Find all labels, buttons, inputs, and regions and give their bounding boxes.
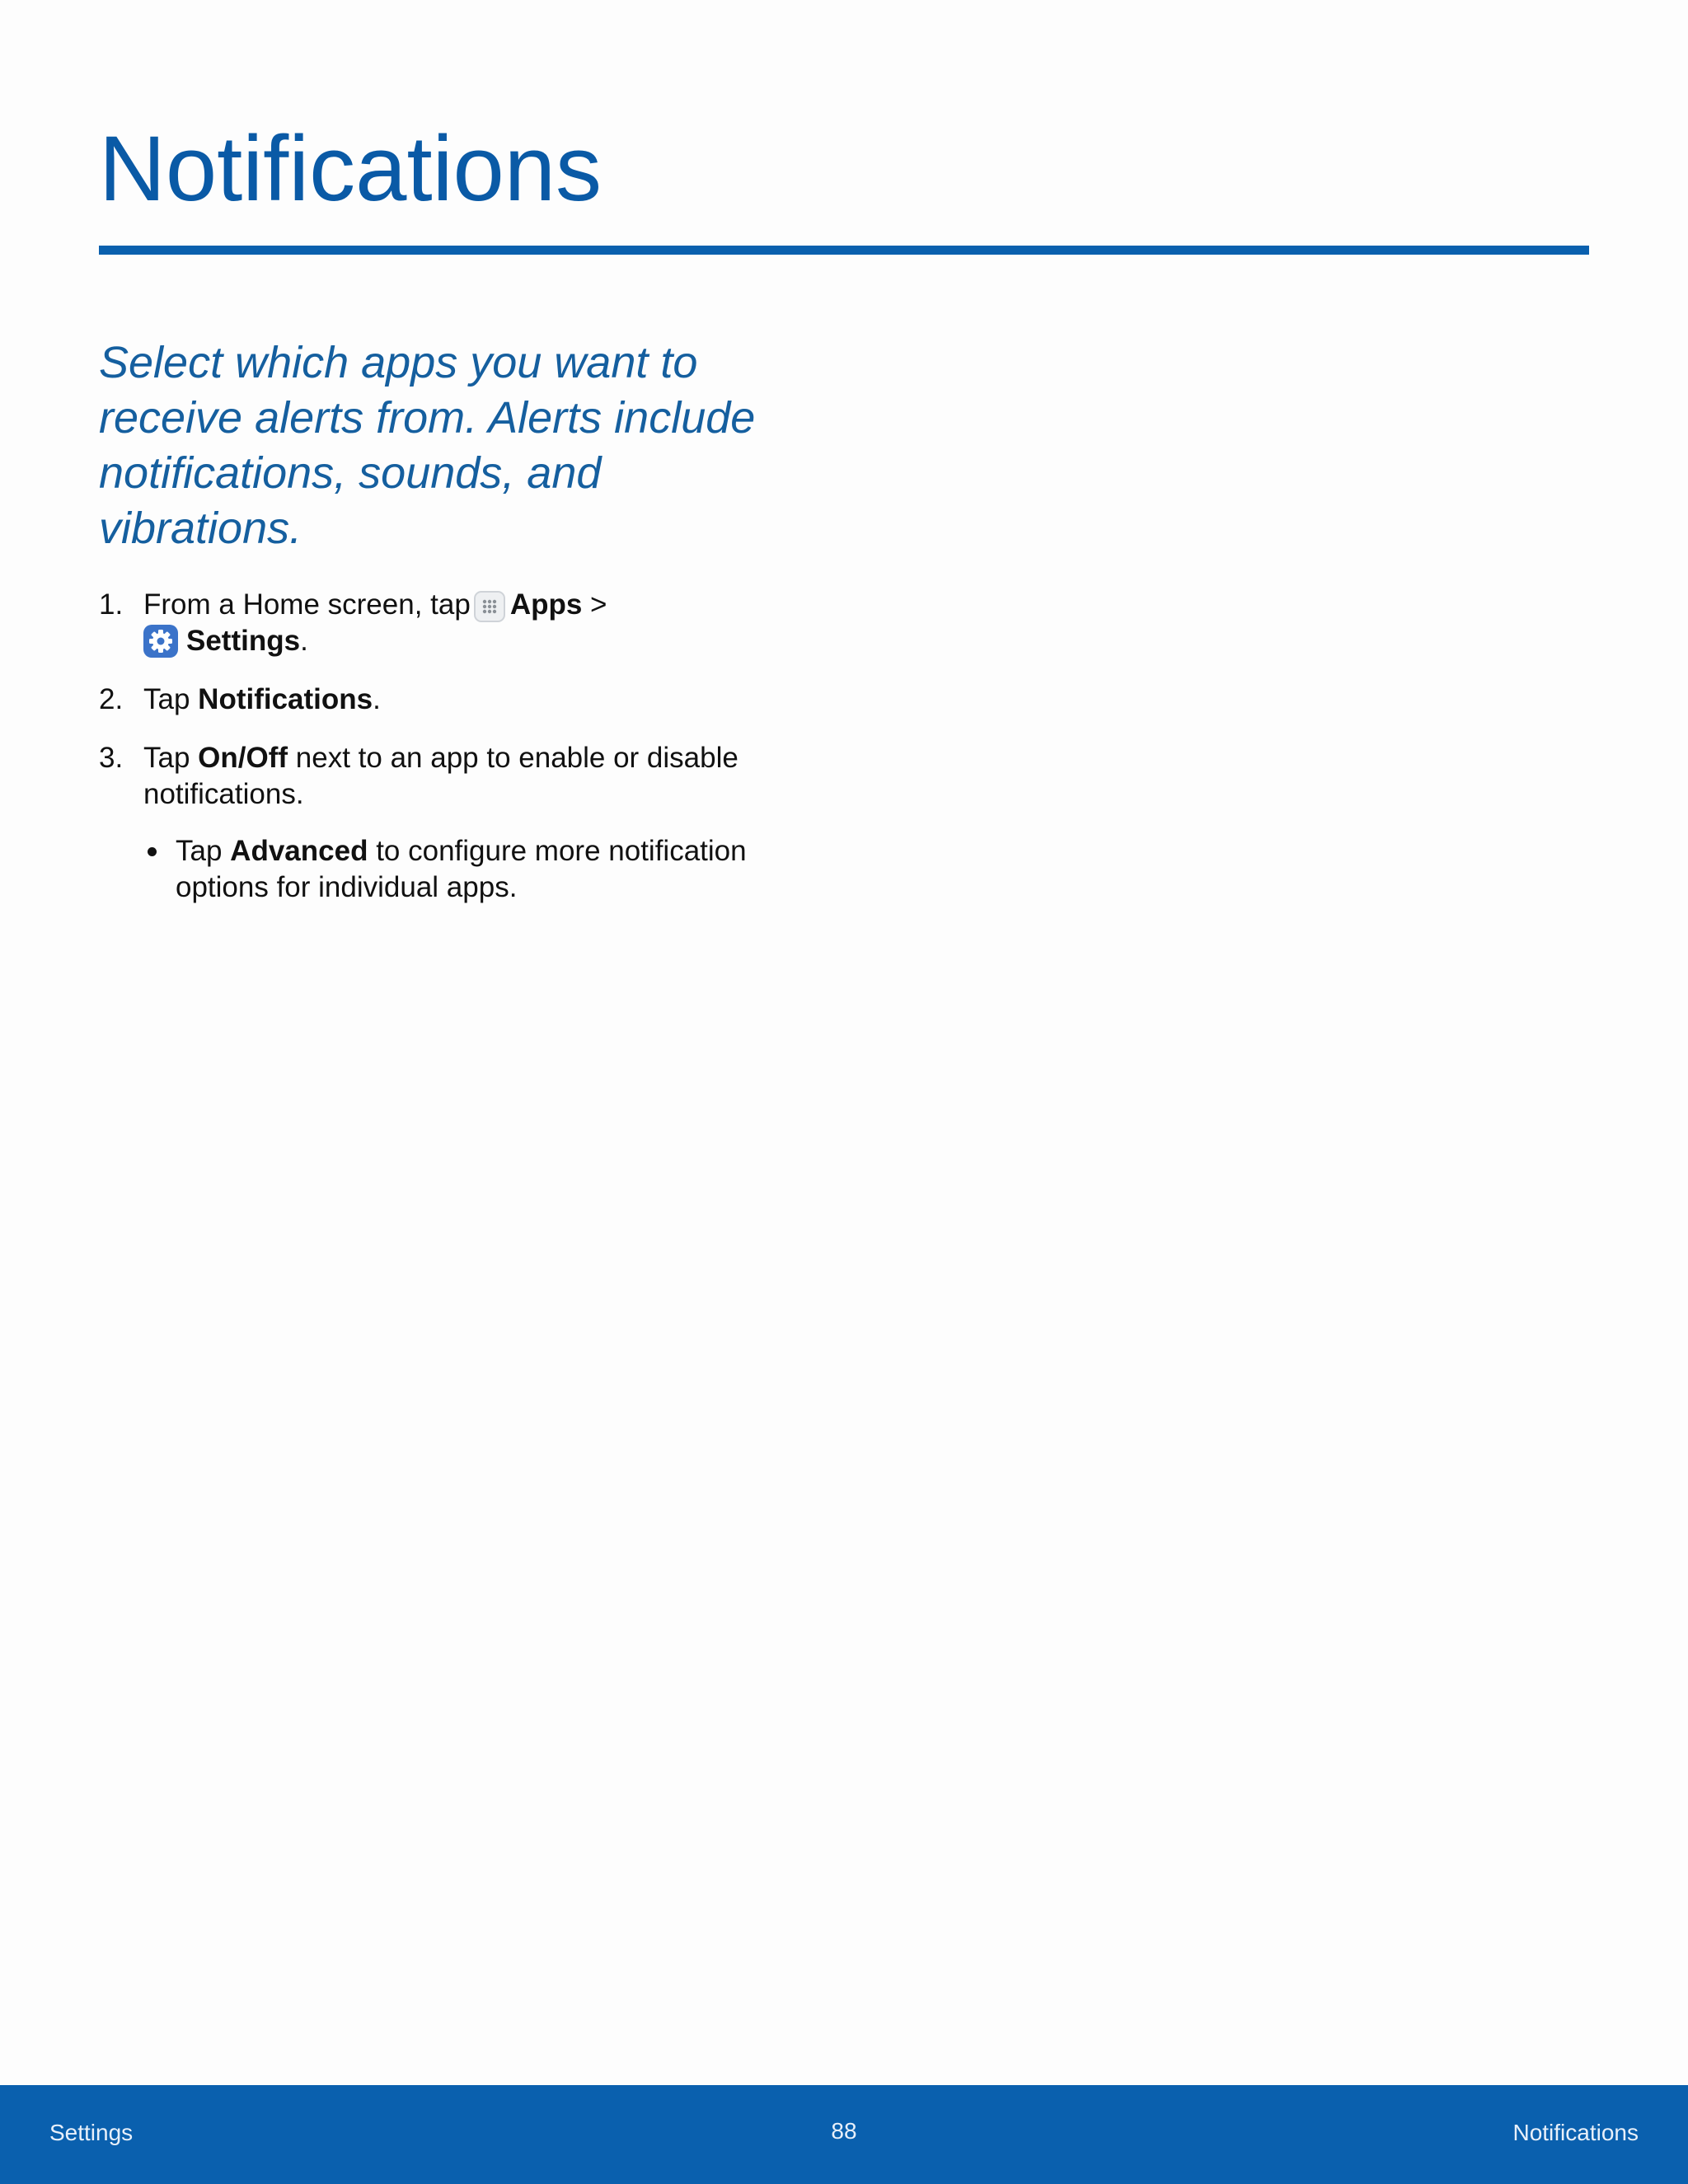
step-3: [99, 740, 775, 813]
title-rule: [99, 246, 1589, 255]
step-number: 3.: [99, 742, 124, 774]
page-footer: [0, 2085, 1688, 2184]
step-1: 1. From a Home screen, tap Apps > Settings.: [99, 588, 607, 657]
step-number: 1.: [99, 588, 124, 621]
settings-label: Settings: [186, 625, 301, 657]
footer-page-number: 88: [831, 2118, 857, 2144]
step-text: Tap: [143, 683, 190, 715]
page-title: Notifications: [99, 117, 603, 220]
step-2: 2. Tap Notifications.: [99, 682, 775, 718]
apps-grid-icon: [474, 591, 505, 622]
apps-label: Apps: [509, 588, 583, 621]
on-off-label: On/Off: [198, 742, 288, 774]
intro-text: Select which apps you want to receive alerts from. Alerts include notifications, sounds, and vibrations.: [99, 338, 756, 553]
advanced-label: Advanced: [230, 835, 368, 867]
steps-list: [99, 587, 775, 906]
footer-section-right: Notifications: [1512, 2120, 1639, 2145]
bullet-item: Tap Advanced to configure more notification options for individual apps.: [143, 833, 775, 906]
step-text-rest: next to an app to enable or disable notifications.: [143, 742, 738, 810]
step-text: Tap: [143, 742, 190, 774]
step-number: 2.: [99, 683, 124, 715]
footer-section-left: Settings: [49, 2120, 134, 2145]
settings-gear-icon: [143, 625, 178, 658]
step-separator: >: [590, 588, 607, 621]
step-text: From a Home screen, tap: [143, 588, 471, 621]
notifications-label: Notifications: [198, 683, 373, 715]
bullet-dot: [148, 847, 157, 856]
